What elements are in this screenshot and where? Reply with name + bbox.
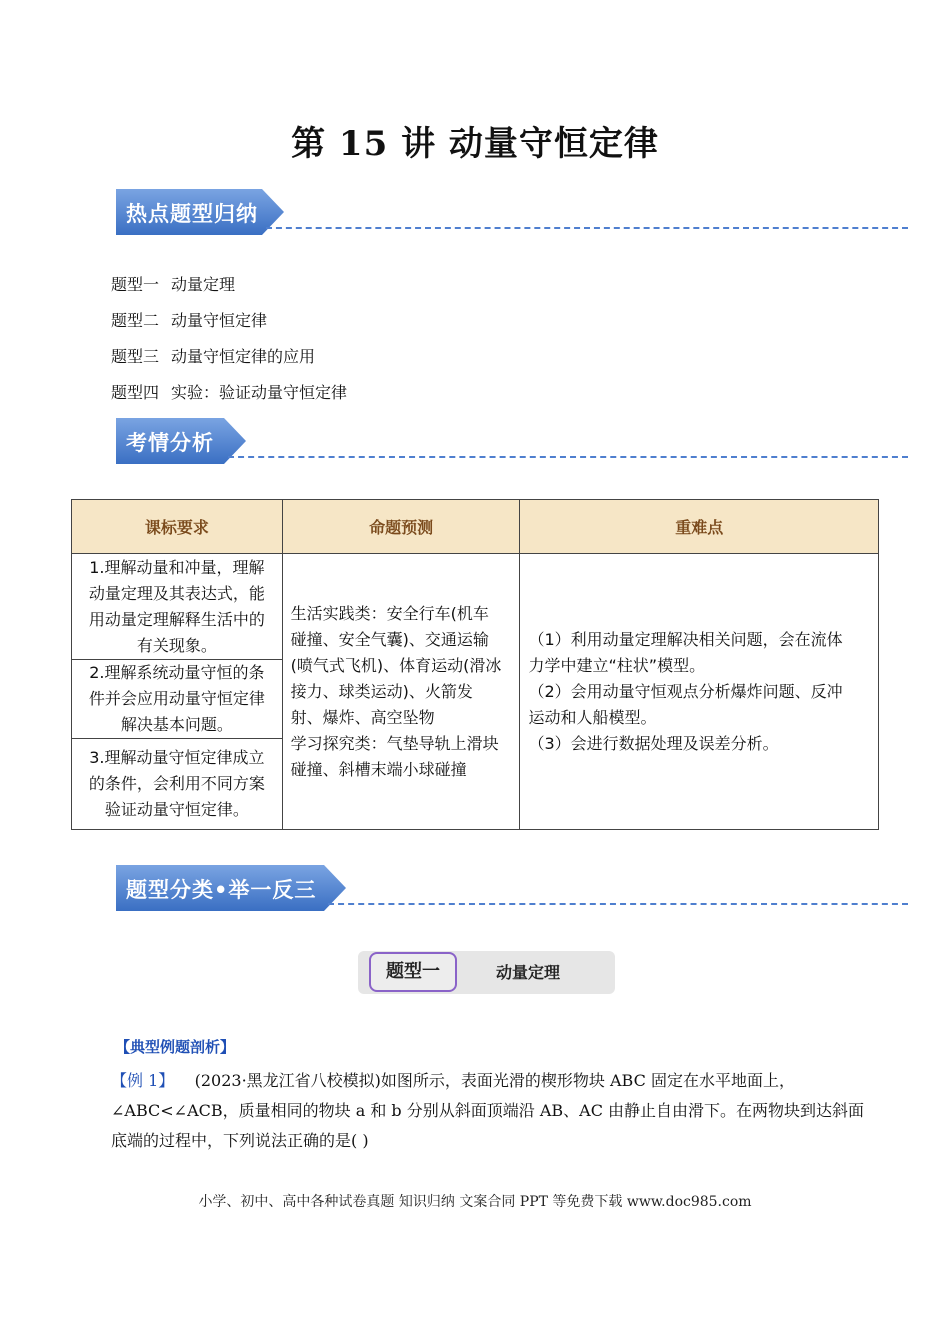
cell-line: 射、爆炸、高空坠物 bbox=[290, 707, 435, 727]
banner-label: 考情分析 bbox=[126, 431, 214, 455]
type-number: 题型四 bbox=[111, 383, 160, 402]
banner-dashed-line bbox=[266, 227, 908, 229]
header-requirements: 课标要求 bbox=[72, 500, 283, 554]
banner-classify bbox=[116, 865, 908, 911]
banner-dashed-line bbox=[328, 903, 908, 905]
type-name: 实验：验证动量守恒定律 bbox=[171, 383, 348, 402]
banner-analysis bbox=[116, 418, 908, 464]
type-number: 题型三 bbox=[111, 347, 160, 366]
cell-line: 用动量定理解释生活中的 bbox=[88, 609, 265, 629]
cell-line: 2.理解系统动量守恒的条 bbox=[89, 663, 265, 682]
type-name: 动量定理 bbox=[171, 275, 236, 294]
cell-line: 碰撞、安全气囊)、交通运输 bbox=[290, 629, 489, 649]
prediction-cell bbox=[282, 554, 520, 830]
cell-line: 碰撞、斜槽末端小球碰撞 bbox=[290, 759, 467, 779]
requirement-cell bbox=[72, 660, 283, 739]
table-row bbox=[72, 554, 879, 660]
question-text: (2023·黑龙江省八校模拟)如图所示，表面光滑的楔形物块 ABC 固定在水平地面上， bbox=[194, 1071, 795, 1090]
cell-line: 3.理解动量守恒定律成立 bbox=[89, 748, 265, 767]
cell-line: （1）利用动量定理解决相关问题，会在流体 bbox=[528, 629, 843, 649]
cell-line: 1.理解动量和冲量，理解 bbox=[89, 557, 265, 577]
cell-line: 解决基本问题。 bbox=[120, 715, 233, 734]
type-item bbox=[111, 380, 347, 416]
type-item bbox=[111, 272, 347, 308]
cell-line: 运动和人船模型。 bbox=[528, 707, 657, 727]
cell-line: （3）会进行数据处理及误差分析。 bbox=[528, 733, 779, 753]
cell-line: 有关现象。 bbox=[136, 635, 217, 655]
requirement-cell bbox=[72, 739, 283, 830]
requirement-cell bbox=[72, 554, 283, 660]
type-item bbox=[111, 308, 347, 344]
cell-line: 的条件，会利用不同方案 bbox=[88, 774, 265, 793]
type-number: 题型一 bbox=[111, 275, 160, 294]
type-name: 动量守恒定律 bbox=[171, 311, 268, 330]
example-question bbox=[111, 1066, 866, 1156]
type-number: 题型二 bbox=[111, 311, 160, 330]
banner-dashed-line bbox=[228, 456, 908, 458]
cell-line: 件并会应用动量守恒定律 bbox=[88, 689, 265, 708]
type-tag bbox=[358, 951, 615, 994]
type-list bbox=[111, 272, 347, 416]
cell-line: 接力、球类运动)、火箭发 bbox=[290, 681, 473, 701]
cell-line: 动量定理及其表达式，能 bbox=[88, 583, 265, 603]
header-difficulty: 重难点 bbox=[520, 500, 879, 554]
page-title: 第 15 讲 动量守恒定律 bbox=[291, 124, 659, 164]
table-header-row bbox=[72, 500, 879, 554]
cell-line: 力学中建立“柱状”模型。 bbox=[528, 655, 706, 675]
question-line: ∠ABC<∠ACB，质量相同的物块 a 和 b 分别从斜面顶端沿 AB、AC 由静止自由滑下。在两物块到达斜面 bbox=[111, 1101, 865, 1120]
cell-line: 生活实践类：安全行车(机车 bbox=[290, 603, 489, 623]
type-tag-number: 题型一 bbox=[369, 952, 457, 992]
cell-line: （2）会用动量守恒观点分析爆炸问题、反冲 bbox=[528, 681, 843, 701]
type-item bbox=[111, 344, 347, 380]
type-name: 动量守恒定律的应用 bbox=[171, 347, 316, 366]
banner-label: 题型分类•举一反三 bbox=[126, 878, 317, 902]
page-footer: 小学、初中、高中各种试卷真题 知识归纳 文案合同 PPT 等免费下载 www.doc985.com bbox=[198, 1194, 752, 1210]
section-heading: 【典型例题剖析】 bbox=[115, 1038, 236, 1056]
question-line bbox=[111, 1066, 866, 1096]
question-line: 底端的过程中，下列说法正确的是( ) bbox=[111, 1131, 369, 1150]
cell-line: 验证动量守恒定律。 bbox=[104, 800, 249, 819]
banner-label: 热点题型归纳 bbox=[126, 202, 258, 226]
analysis-table bbox=[71, 499, 879, 830]
example-label: 【例 1】 bbox=[111, 1071, 175, 1090]
cell-line: (喷气式飞机)、体育运动(滑冰 bbox=[290, 655, 502, 675]
header-prediction: 命题预测 bbox=[282, 500, 520, 554]
banner-hot-types bbox=[116, 189, 908, 235]
difficulty-cell bbox=[520, 554, 879, 830]
type-tag-name: 动量定理 bbox=[496, 963, 561, 982]
cell-line: 学习探究类：气垫导轨上滑块 bbox=[290, 733, 499, 753]
